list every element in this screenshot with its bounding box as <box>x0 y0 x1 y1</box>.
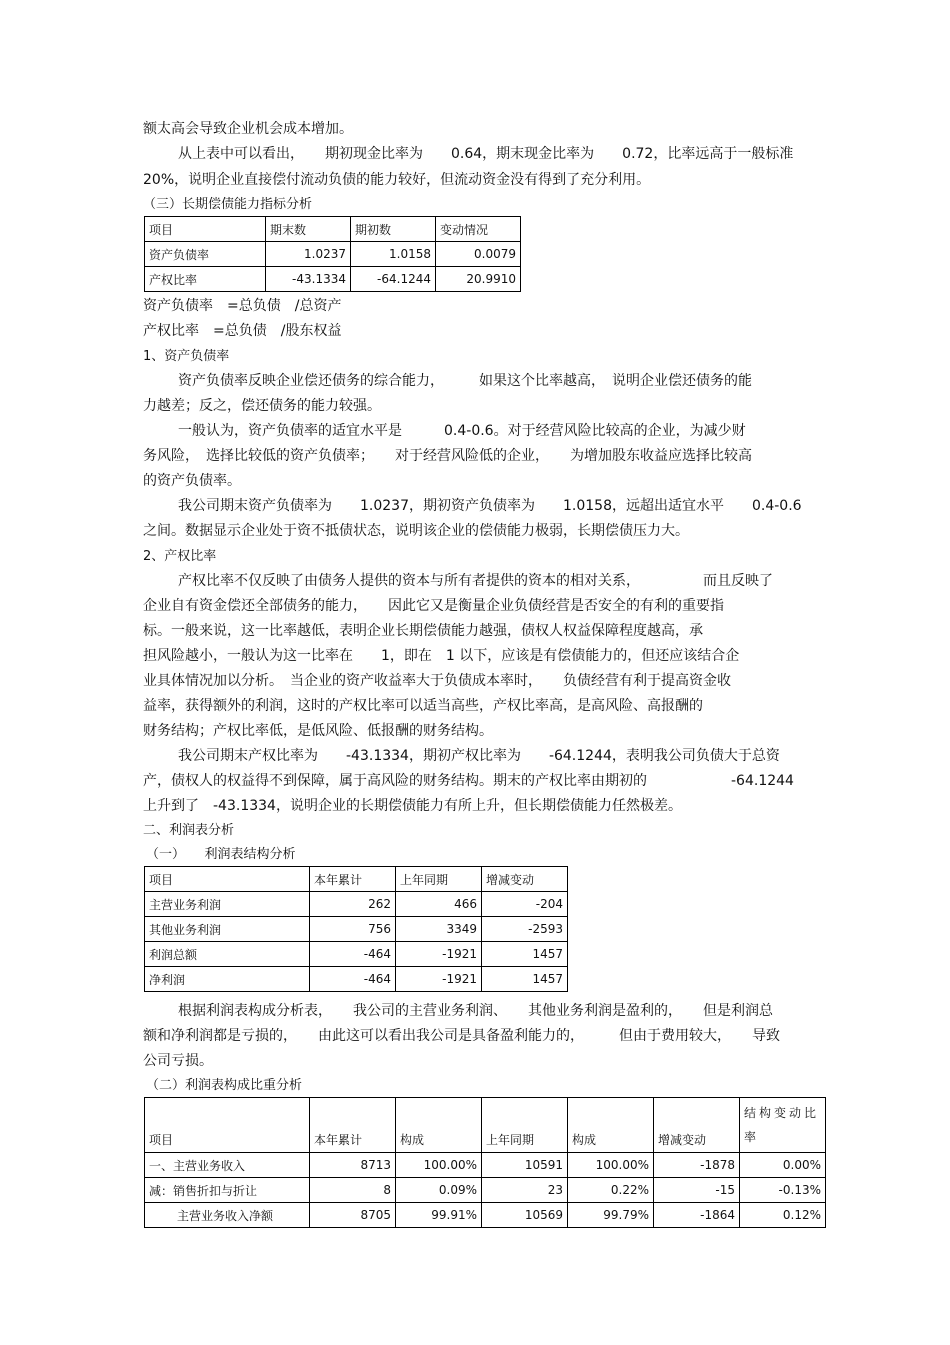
text-line: 产权比率不仅反映了由债务人提供的资本与所有者提供的资本的相对关系， 而且反映了 <box>178 573 773 589</box>
section-heading: （一） 利润表结构分析 <box>146 847 296 862</box>
table-cell: -1921 <box>396 967 482 992</box>
table-cell: 资产负债率 <box>145 242 266 267</box>
table-cell: 0.22% <box>568 1178 654 1203</box>
table-cell: -204 <box>482 892 568 917</box>
table-cell: 8713 <box>310 1153 396 1178</box>
table-header-cell: 本年累计 <box>310 867 396 892</box>
table-cell: 减：销售折扣与折让 <box>145 1178 310 1203</box>
table-header-row <box>145 1098 826 1153</box>
formula-line: 资产负债率 =总负债 /总资产 <box>143 298 342 314</box>
table-cell: -0.13% <box>740 1178 826 1203</box>
table-header-cell: 变动情况 <box>436 217 521 242</box>
table-header-cell: 项目 <box>145 217 266 242</box>
table-cell: 100.00% <box>568 1153 654 1178</box>
table-header-cell: 期末数 <box>266 217 351 242</box>
income-structure-table <box>144 866 568 992</box>
table-row <box>145 892 568 917</box>
table-cell: 0.00% <box>740 1153 826 1178</box>
table-cell: 3349 <box>396 917 482 942</box>
table-cell: 20.9910 <box>436 267 521 292</box>
text-line: 产，债权人的权益得不到保障，属于高风险的财务结构。期末的产权比率由期初的 -64.1244 <box>143 773 794 789</box>
table-cell: 10591 <box>482 1153 568 1178</box>
table-header-cell: 期初数 <box>351 217 436 242</box>
table-header-cell: 项目 <box>145 867 310 892</box>
table-header-cell: 构成 <box>396 1098 482 1153</box>
table-row <box>145 267 521 292</box>
table-cell: 主营业务收入净额 <box>145 1203 310 1228</box>
section-heading: 二、利润表分析 <box>143 823 235 838</box>
table-cell: 利润总额 <box>145 942 310 967</box>
text-line: 20%，说明企业直接偿付流动负债的能力较好，但流动资金没有得到了充分利用。 <box>143 172 651 188</box>
subsection-heading: 1、资产负债率 <box>143 349 230 364</box>
table-header-cell <box>740 1098 826 1153</box>
table-header-row <box>145 217 521 242</box>
table-row <box>145 242 521 267</box>
table-cell: -64.1244 <box>351 267 436 292</box>
text-line: 公司亏损。 <box>143 1053 213 1069</box>
table-cell: 其他业务利润 <box>145 917 310 942</box>
table-cell: 1457 <box>482 942 568 967</box>
table-row <box>145 1178 826 1203</box>
text-line: 额和净利润都是亏损的， 由此这可以看出我公司是具备盈利能力的， 但由于费用较大， 导致 <box>143 1028 780 1044</box>
text-line: 力越差；反之，偿还债务的能力较强。 <box>143 398 381 414</box>
table-header-cell: 上年同期 <box>396 867 482 892</box>
table-cell: 99.79% <box>568 1203 654 1228</box>
text-line: 务风险， 选择比较低的资产负债率； 对于经营风险低的企业， 为增加股东收益应选择比较高 <box>143 448 752 464</box>
table-cell: 756 <box>310 917 396 942</box>
table-cell: 99.91% <box>396 1203 482 1228</box>
table-row <box>145 917 568 942</box>
text-line: 的资产负债率。 <box>143 473 241 489</box>
text-line: 之间。数据显示企业处于资不抵债状态，说明该企业的偿债能力极弱，长期偿债压力大。 <box>143 523 689 539</box>
header-line: 率 <box>744 1130 757 1144</box>
section-heading: （三）长期偿债能力指标分析 <box>143 197 313 212</box>
table-cell: -43.1334 <box>266 267 351 292</box>
text-line: 标。一般来说，这一比率越低，表明企业长期偿债能力越强，债权人权益保障程度越高，承 <box>143 623 703 639</box>
table-cell: 0.12% <box>740 1203 826 1228</box>
table-cell: 净利润 <box>145 967 310 992</box>
table-cell: 262 <box>310 892 396 917</box>
table-header-cell: 项目 <box>145 1098 310 1153</box>
text-line: 根据利润表构成分析表， 我公司的主营业务利润、 其他业务利润是盈利的， 但是利润总 <box>178 1003 773 1019</box>
table-cell: 一、主营业务收入 <box>145 1153 310 1178</box>
table-cell: -1921 <box>396 942 482 967</box>
table-cell: -464 <box>310 942 396 967</box>
text-line: 一般认为，资产负债率的适宜水平是 0.4-0.6。对于经营风险比较高的企业，为减少财 <box>178 423 746 439</box>
table-header-row <box>145 867 568 892</box>
text-line: 益率，获得额外的利润，这时的产权比率可以适当高些，产权比率高，是高风险、高报酬的 <box>143 698 703 714</box>
text-line: 从上表中可以看出， 期初现金比率为 0.64，期末现金比率为 0.72，比率远高于一般标准 <box>178 146 794 162</box>
table-cell: 8 <box>310 1178 396 1203</box>
text-line: 我公司期末产权比率为 -43.1334，期初产权比率为 -64.1244，表明我公司负债大于总资 <box>178 748 780 764</box>
text-line: 额太高会导致企业机会成本增加。 <box>143 121 353 137</box>
table-cell: 1.0158 <box>351 242 436 267</box>
table-row <box>145 1203 826 1228</box>
table-cell: 10569 <box>482 1203 568 1228</box>
text-line: 资产负债率反映企业偿还债务的综合能力， 如果这个比率越高， 说明企业偿还债务的能 <box>178 373 752 389</box>
table-cell: 0.09% <box>396 1178 482 1203</box>
table-cell: -1864 <box>654 1203 740 1228</box>
table-cell: 1457 <box>482 967 568 992</box>
table-cell: -15 <box>654 1178 740 1203</box>
text-line: 担风险越小，一般认为这一比率在 1，即在 1 以下，应该是有偿债能力的，但还应该结合企 <box>143 648 740 664</box>
section-heading: （二）利润表构成比重分析 <box>146 1078 303 1093</box>
table-cell: -1878 <box>654 1153 740 1178</box>
table-cell: 8705 <box>310 1203 396 1228</box>
table-cell: 0.0079 <box>436 242 521 267</box>
table-cell: 产权比率 <box>145 267 266 292</box>
text-line: 企业自有资金偿还全部债务的能力， 因此它又是衡量企业负债经营是否安全的有利的重要指 <box>143 598 724 614</box>
table-header-cell: 上年同期 <box>482 1098 568 1153</box>
table-cell: 100.00% <box>396 1153 482 1178</box>
subsection-heading: 2、产权比率 <box>143 549 217 564</box>
table-cell: -2593 <box>482 917 568 942</box>
header-line: 结构变动比 <box>744 1106 820 1120</box>
table-row <box>145 942 568 967</box>
table-cell: -464 <box>310 967 396 992</box>
table-cell: 23 <box>482 1178 568 1203</box>
table-header-cell: 增减变动 <box>654 1098 740 1153</box>
text-line: 业具体情况加以分析。 当企业的资产收益率大于负债成本率时， 负债经营有利于提高资金收 <box>143 673 731 689</box>
text-line: 财务结构；产权比率低，是低风险、低报酬的财务结构。 <box>143 723 493 739</box>
long-term-solvency-table <box>144 216 521 292</box>
income-composition-table <box>144 1097 826 1228</box>
table-cell: 1.0237 <box>266 242 351 267</box>
table-header-cell: 增减变动 <box>482 867 568 892</box>
text-line: 上升到了 -43.1334，说明企业的长期偿债能力有所上升，但长期偿债能力任然极差。 <box>143 798 682 814</box>
table-cell: 466 <box>396 892 482 917</box>
formula-line: 产权比率 =总负债 /股东权益 <box>143 323 342 339</box>
table-cell: 主营业务利润 <box>145 892 310 917</box>
table-row <box>145 967 568 992</box>
table-header-cell: 本年累计 <box>310 1098 396 1153</box>
table-header-cell: 构成 <box>568 1098 654 1153</box>
table-row <box>145 1153 826 1178</box>
text-line: 我公司期末资产负债率为 1.0237，期初资产负债率为 1.0158，远超出适宜水平 0.4-0.6 <box>178 498 802 514</box>
